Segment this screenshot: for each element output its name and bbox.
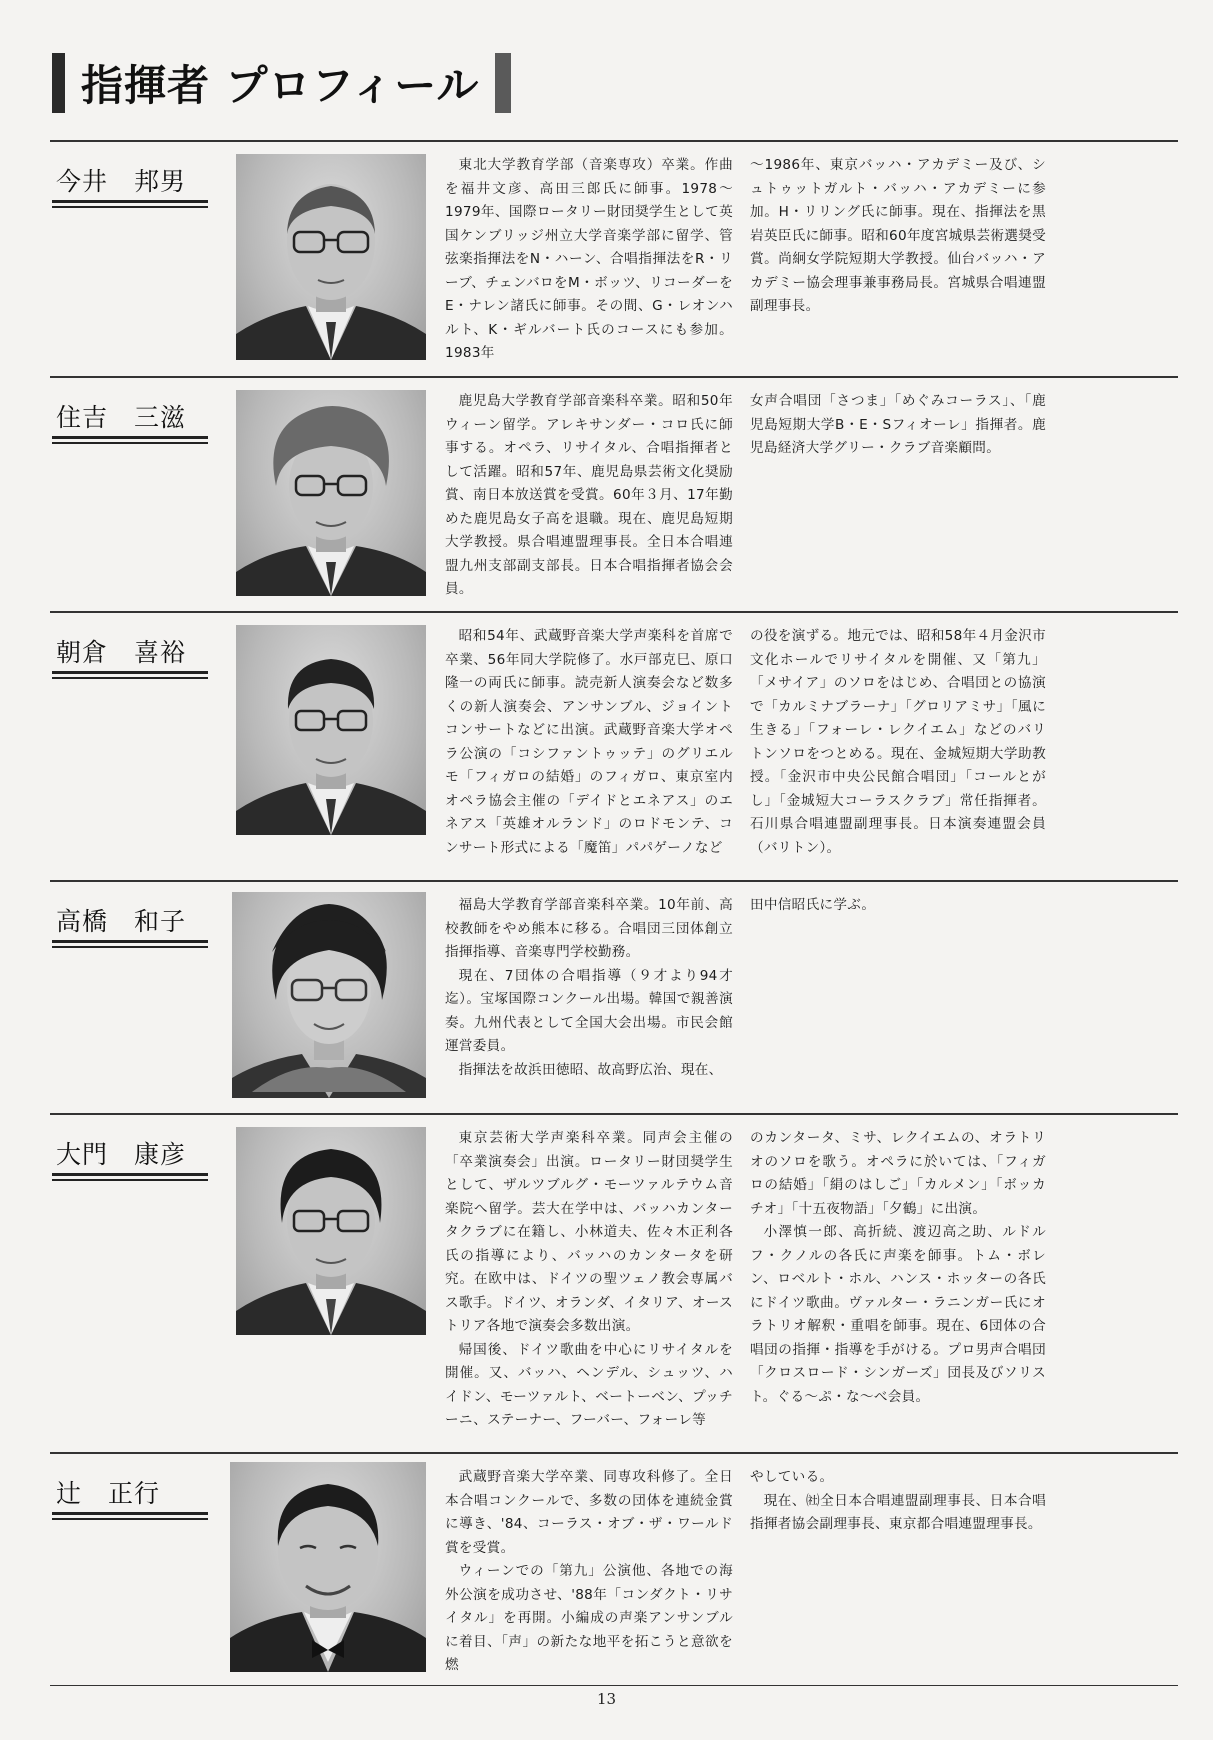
page-heading: [52, 52, 511, 114]
name-underline: [52, 436, 208, 439]
conductor-name: 辻 正行: [56, 1479, 161, 1508]
name-underline: [52, 200, 208, 203]
bio-paragraph: の役を演ずる。地元では、昭和58年４月金沢市文化ホールでリサイタルを開催、又「第九」「メサイア」のソロをはじめ、合唱団との協演で「カルミナブラーナ」「グロリアミサ」「風に生きる」「フォーレ・レクイエム」などのバリトンソロをつとめる。現在、金城短期大学助教授。「金沢市中央公民館合唱団」「コールとがし」「金城短大コーラスクラブ」常任指揮者。石川県合唱連盟副理事長。日本演奏連盟会員（バリトン）。: [750, 628, 1046, 856]
bio-paragraph: 〜1986年、東京バッハ・アカデミー及び、シュトゥットガルト・バッハ・アカデミーに参加。H・リリング氏に師事。現在、指揮法を黒岩英臣氏に師事。昭和60年度宮城県芸術選奨受賞。尚絅女学院短期大学教授。仙台バッハ・アカデミー協会理事兼事務局長。宮城県合唱連盟副理事長。: [750, 157, 1046, 314]
conductor-name: 高橋 和子: [56, 907, 187, 936]
name-underline: [52, 442, 208, 444]
name-underline: [52, 946, 208, 948]
bio-paragraph: のカンタータ、ミサ、レクイエムの、オラトリオのソロを歌う。オペラに於いては、「フィガロの結婚」「絹のはしご」「カルメン」「ボッカチオ」「十五夜物語」「夕鶴」に出演。: [750, 1130, 1046, 1217]
bio-paragraph: 小澤慎一郎、高折続、渡辺高之助、ルドルフ・クノルの各氏に声楽を師事。トム・ボレン、ロベルト・ホル、ハンス・ホッターの各氏にドイツ歌曲。ヴァルター・ラニンガー氏にオラトリオ解釈・重唱を師事。現在、6団体の合唱団の指揮・指導を手がける。プロ男声合唱団「クロスロード・シンガーズ」団長及びソリスト。ぐる〜ぷ・な〜べ会員。: [750, 1224, 1046, 1405]
page-title: 指揮者 プロフィール: [81, 61, 480, 110]
bio-column: [750, 390, 1046, 461]
bio-paragraph: 福島大学教育学部音楽科卒業。10年前、高校教師をやめ熊本に移る。合唱団三団体創立指揮指導、音楽専門学校勤務。: [445, 897, 733, 960]
conductor-profile: [50, 142, 1178, 374]
bio-column: [750, 894, 1046, 918]
conductor-name: 住吉 三滋: [56, 403, 187, 432]
name-underline: [52, 940, 208, 943]
bio-paragraph: やしている。: [750, 1469, 834, 1485]
conductor-profile: [50, 1115, 1178, 1451]
conductor-portrait: [236, 1127, 426, 1335]
bio-paragraph: 東京芸術大学声楽科卒業。同声会主催の「卒業演奏会」出演。ロータリー財団奨学生として、ザルツブルグ・モーツァルテウム音楽院へ留学。芸大在学中は、バッハカンタータクラブに在籍し、小林道夫、佐々木正利各氏の指導により、バッハのカンタータを研究。在欧中は、ドイツの聖ツェノ教会専属バス歌手。ドイツ、オランダ、イタリア、オーストリア各地で演奏会多数出演。: [445, 1130, 733, 1334]
bio-column: [750, 625, 1046, 860]
bio-paragraph: 武蔵野音楽大学卒業、同専攻科修了。全日本合唱コンクールで、多数の団体を連続金賞に導き、'84、コーラス・オブ・ザ・ワールド賞を受賞。: [445, 1469, 733, 1556]
bio-paragraph: 指揮法を故浜田徳昭、故高野広治、現在、: [458, 1061, 723, 1078]
conductor-portrait: [236, 154, 426, 360]
name-underline: [52, 1179, 208, 1181]
bio-column: [445, 1466, 733, 1678]
name-underline: [52, 677, 208, 679]
conductor-name: 朝倉 喜裕: [56, 638, 187, 667]
bio-column: [445, 154, 733, 366]
bio-paragraph: 帰国後、ドイツ歌曲を中心にリサイタルを開催。又、バッハ、ヘンデル、シュッツ、ハイドン、モーツァルト、ベートーベン、プッチーニ、ステーナー、フーバー、フォーレ等: [445, 1341, 733, 1428]
page-bottom-rule: [50, 1685, 1178, 1686]
heading-left-bar: [52, 53, 65, 113]
bio-column: [445, 1127, 733, 1433]
bio-column: [445, 894, 733, 1082]
bio-column: [445, 390, 733, 602]
bio-paragraph: 現在、7団体の合唱指導（９才より94才迄）。宝塚国際コンクール出場。韓国で親善演奏。九州代表として全国大会出場。市民会館運営委員。: [445, 967, 733, 1054]
heading-right-bar: [495, 53, 511, 113]
name-underline: [52, 1518, 208, 1520]
bio-column: [750, 1466, 1046, 1537]
conductor-portrait: [232, 892, 426, 1098]
conductor-portrait: [236, 390, 426, 596]
bio-paragraph: 現在、㈳全日本合唱連盟副理事長、日本合唱指揮者協会副理事長、東京都合唱連盟理事長。: [750, 1492, 1046, 1532]
bio-column: [445, 625, 733, 860]
bio-paragraph: 昭和54年、武蔵野音楽大学声楽科を首席で卒業、56年同大学院修了。水戸部克巳、原口隆一の両氏に師事。読売新人演奏会など数多くの新人演奏会、アンサンブル、ジョイントコンサートなどに出演。武蔵野音楽大学オペラ公演の「コシファントゥッテ」のグリエルモ「フィガロの結婚」のフィガロ、東京室内オペラ協会主催の「デイドとエネアス」のエネアス「英雄オルランド」のロドモンテ、コンサート形式による「魔笛」パパゲーノなど: [445, 628, 733, 856]
page-number: 13: [596, 1690, 617, 1708]
bio-column: [750, 154, 1046, 319]
name-underline: [52, 1512, 208, 1515]
name-underline: [52, 206, 208, 208]
conductor-name: 今井 邦男: [56, 167, 187, 196]
conductor-portrait: [236, 625, 426, 835]
name-underline: [52, 671, 208, 674]
bio-column: [750, 1127, 1046, 1409]
conductor-profile: [50, 613, 1178, 878]
conductor-profile: [50, 378, 1178, 610]
bio-paragraph: ウィーンでの「第九」公演他、各地での海外公演を成功させ、'88年「コンダクト・リサイタル」を再開。小編成の声楽アンサンブルに着目、「声」の新たな地平を拓こうと意欲を燃: [445, 1563, 733, 1673]
bio-paragraph: 田中信昭氏に学ぶ。: [750, 897, 876, 913]
conductor-portrait: [230, 1462, 426, 1672]
bio-paragraph: 女声合唱団「さつま」「めぐみコーラス」、「鹿児島短期大学B・E・Sフィオーレ」指揮者。鹿児島経済大学グリー・クラブ音楽顧問。: [750, 393, 1046, 456]
bio-paragraph: 鹿児島大学教育学部音楽科卒業。昭和50年ウィーン留学。アレキサンダー・コロ氏に師事する。オペラ、リサイタル、合唱指揮者として活躍。昭和57年、鹿児島県芸術文化奨励賞、南日本放送賞を受賞。60年３月、17年勤めた鹿児島女子高を退職。現在、鹿児島短期大学教授。県合唱連盟理事長。全日本合唱連盟九州支部副支部長。日本合唱指揮者協会会員。: [445, 393, 733, 597]
conductor-name: 大門 康彦: [56, 1140, 187, 1169]
bio-paragraph: 東北大学教育学部（音楽専攻）卒業。作曲を福井文彦、高田三郎氏に師事。1978〜1979年、国際ロータリー財団奨学生として英国ケンブリッジ州立大学音楽学部に留学、管弦楽指揮法をN・ハーン、合唱指揮法をR・リーブ、チェンバロをM・ボッツ、リコーダーをE・ナレン諸氏に師事。その間、G・レオンハルト、K・ギルバート氏のコースにも参加。1983年: [445, 157, 733, 361]
name-underline: [52, 1173, 208, 1176]
conductor-profile: [50, 882, 1178, 1112]
conductor-profile: [50, 1454, 1178, 1684]
